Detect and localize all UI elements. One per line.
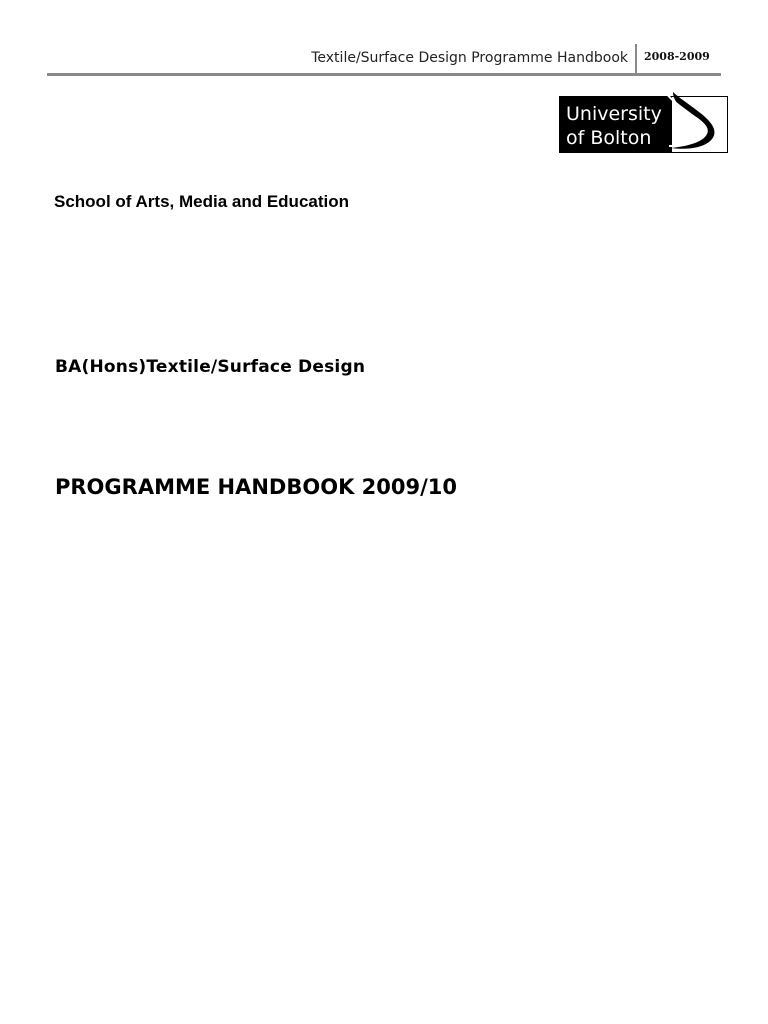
school-name: School of Arts, Media and Education (54, 192, 350, 211)
university-logo (559, 90, 729, 153)
logo-line-2: of Bolton (566, 127, 652, 149)
header-divider (635, 44, 637, 74)
running-header-title: Textile/Surface Design Programme Handbook (311, 50, 628, 66)
running-header-year: 2008-2009 (644, 50, 710, 63)
swoosh-icon (659, 90, 729, 153)
handbook-title: PROGRAMME HANDBOOK 2009/10 (55, 475, 457, 499)
logo-line-1: University (566, 103, 662, 125)
programme-title: BA(Hons)Textile/Surface Design (55, 357, 366, 377)
header-rule (47, 73, 721, 76)
